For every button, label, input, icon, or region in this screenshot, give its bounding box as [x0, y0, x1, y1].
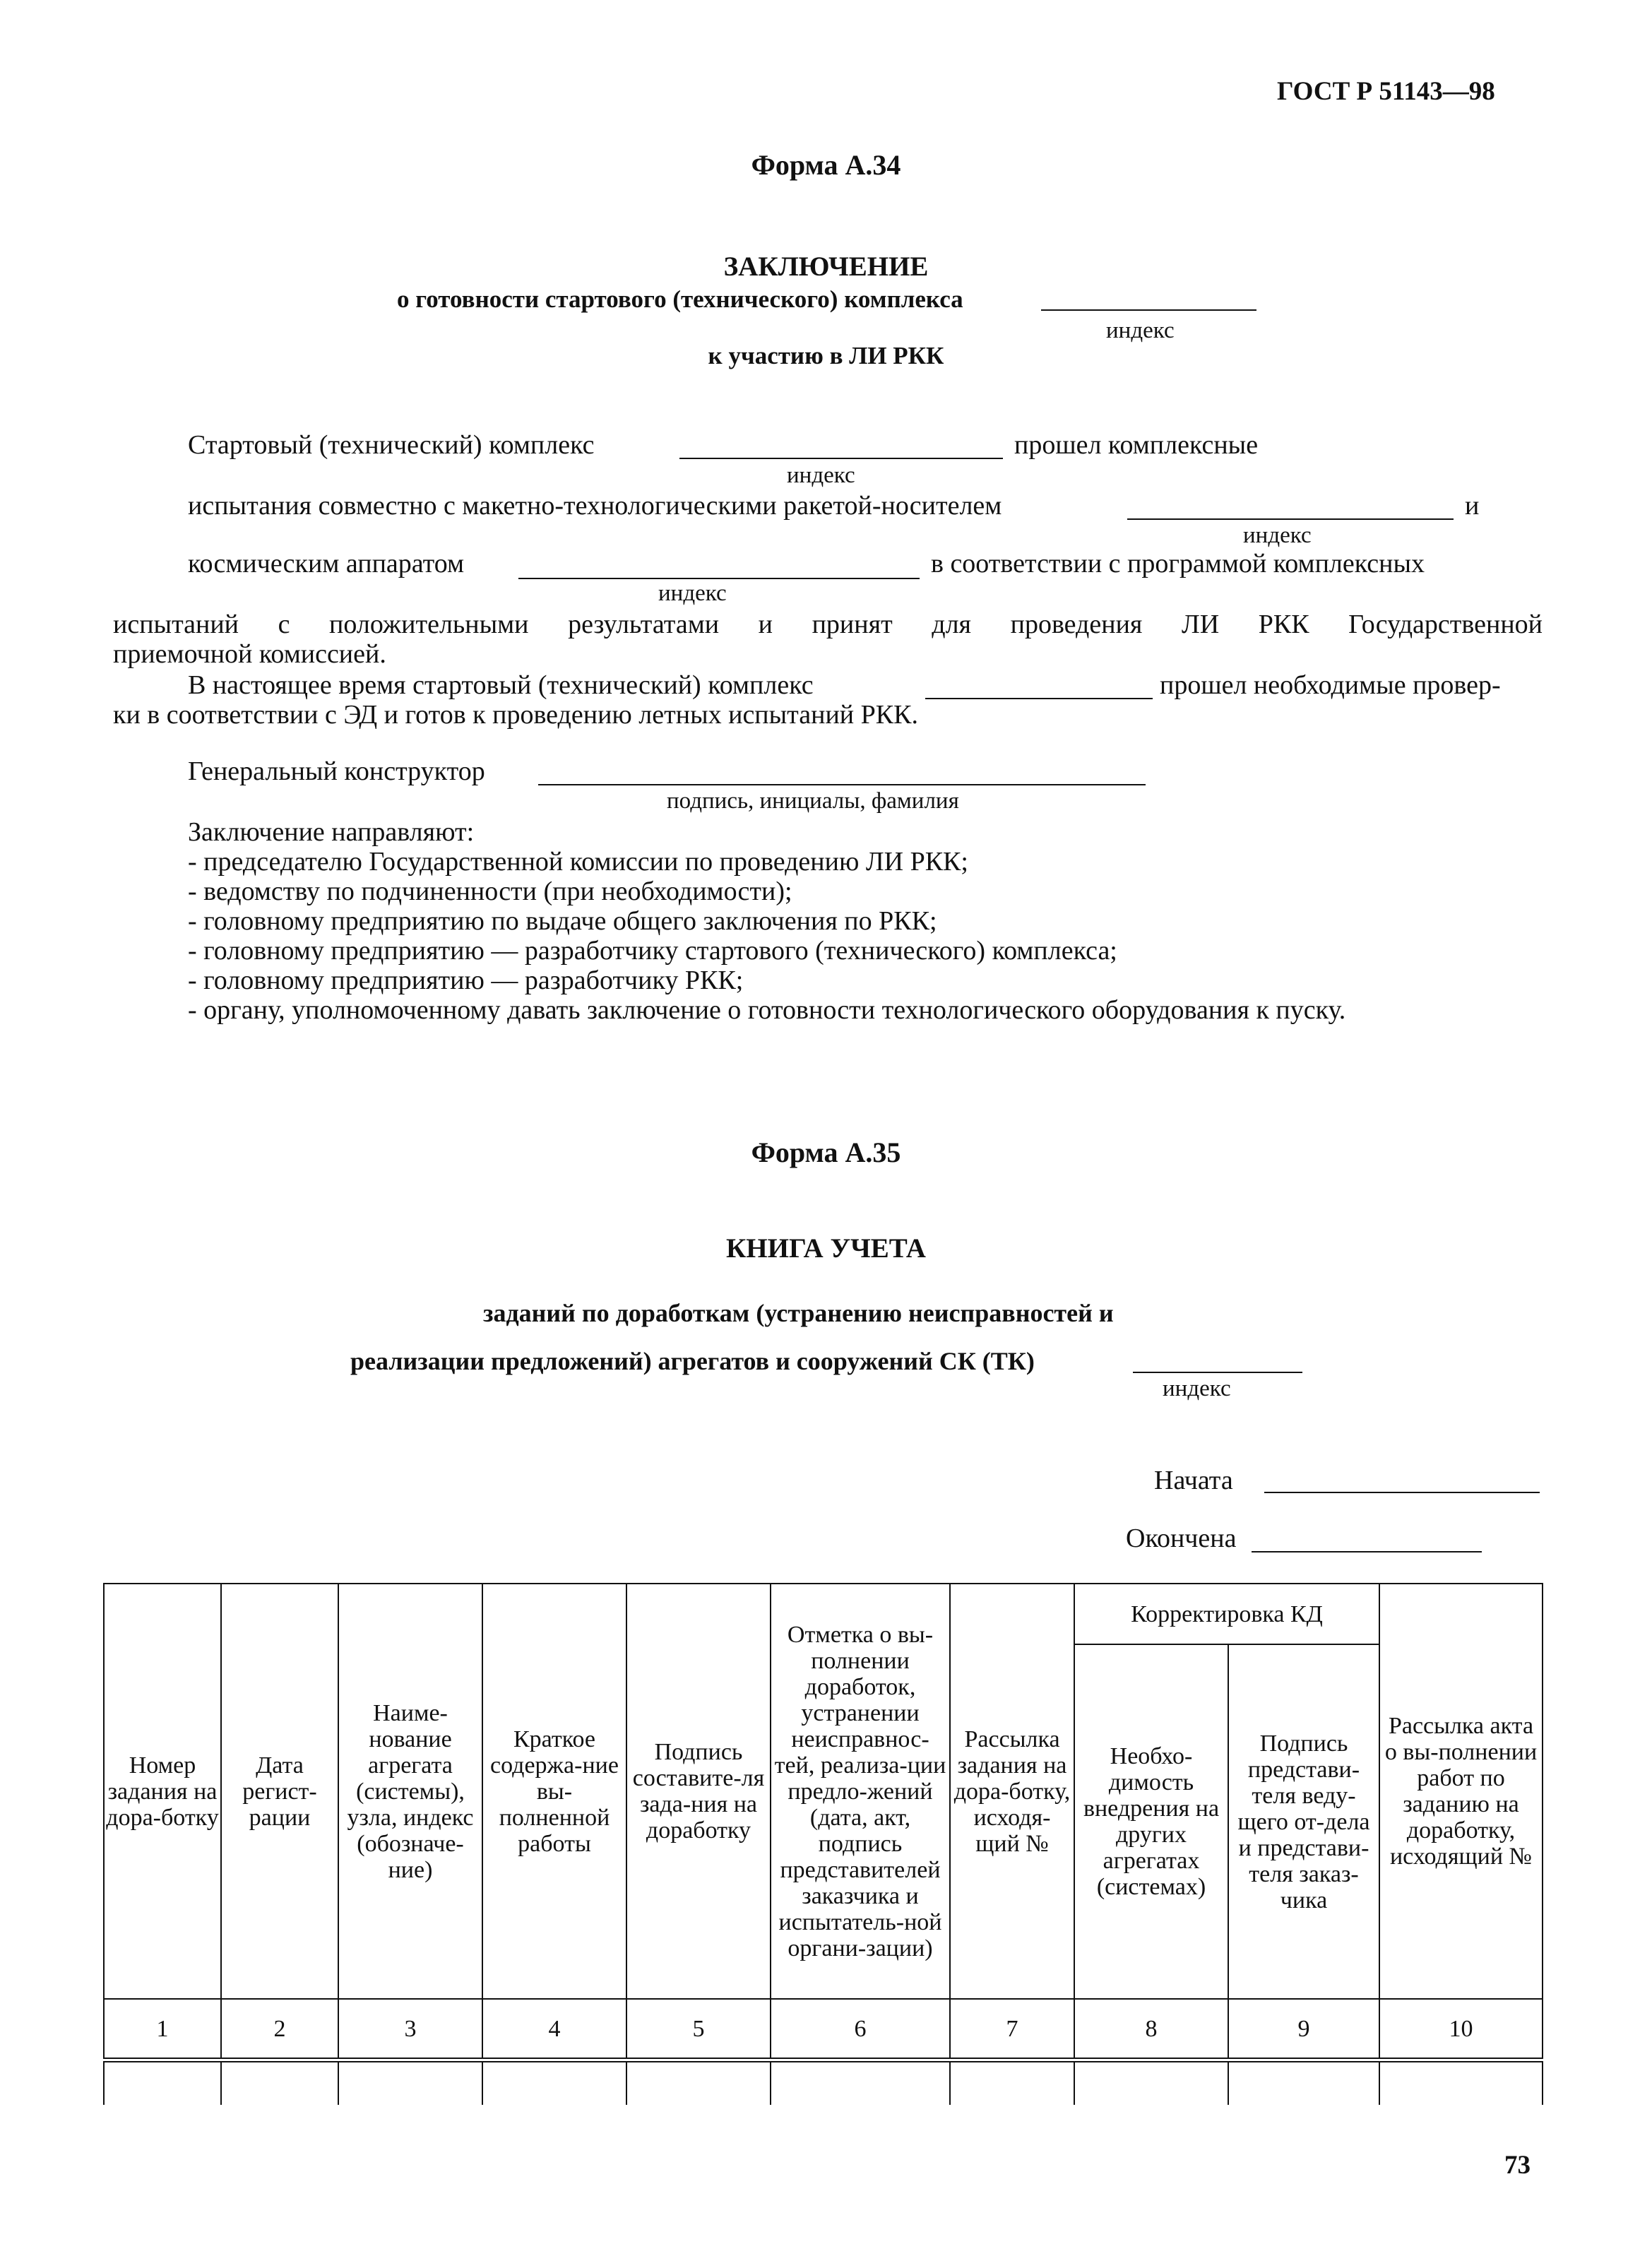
- p1-index-hint: индекс: [787, 463, 855, 488]
- complex-index-line: [1041, 309, 1256, 311]
- col-header-9: Подпись представи-теля веду-щего от-дела и представи-теля заказ-чика: [1228, 1644, 1379, 1999]
- p7-text: ки в соответствии с ЭД и готов к проведению летных испытаний РКК.: [113, 700, 918, 730]
- col-number: 6: [771, 1999, 950, 2060]
- p3-text-b: в соответствии с программой комплексных: [931, 549, 1425, 578]
- p2-index-hint: индекс: [1243, 523, 1312, 548]
- col-number: 1: [104, 1999, 221, 2060]
- p1-text-a: Стартовый (технический) комплекс: [188, 430, 595, 460]
- p3-text-a: космическим аппаратом: [188, 549, 465, 578]
- table-empty-cell: [771, 2060, 950, 2106]
- distribution-item: - головному предприятию — разработчику стартового (технического) комплекса;: [188, 936, 1117, 966]
- col-number: 9: [1228, 1999, 1379, 2060]
- p6-index-line: [925, 698, 1153, 699]
- document-id: ГОСТ Р 51143—98: [1277, 77, 1495, 106]
- distribution-item: - органу, уполномоченному давать заключение о готовности технологического оборудования к пуску.: [188, 995, 1346, 1025]
- p2-index-line: [1127, 518, 1454, 520]
- finished-label: Окончена: [1126, 1524, 1237, 1553]
- signature-hint: подпись, инициалы, фамилия: [667, 788, 959, 814]
- table-empty-cell: [338, 2060, 482, 2106]
- p1-index-line: [679, 458, 1003, 459]
- col-number: 7: [950, 1999, 1074, 2060]
- table-empty-cell: [221, 2060, 338, 2106]
- table-empty-cell: [1074, 2060, 1228, 2106]
- col-header-2: Дата регист-рации: [221, 1584, 338, 1999]
- p2-text-b: и: [1465, 491, 1480, 521]
- p1-text-b: прошел комплексные: [1014, 430, 1259, 460]
- complex-index-hint: индекс: [1106, 318, 1175, 343]
- distribution-item: - головному предприятию по выдаче общего заключения по РКК;: [188, 906, 937, 936]
- col-header-6: Отметка о вы-полнении доработок, устранении неисправнос-тей, реализа-ции предло-жений (дата, акт, подпись представителей заказчика и испытатель-ной органи-зации): [771, 1584, 950, 1999]
- p6-text-b: прошел необходимые провер-: [1160, 670, 1501, 700]
- distribution-item: - председателю Государственной комиссии по проведению ЛИ РКК;: [188, 847, 968, 877]
- col-header-7: Рассылка задания на дора-ботку, исходя-щий №: [950, 1584, 1074, 1999]
- started-line: [1264, 1492, 1540, 1493]
- form35-index-line: [1133, 1372, 1302, 1373]
- page-number: 73: [1504, 2151, 1531, 2180]
- col-header-1: Номер задания на дора-ботку: [104, 1584, 221, 1999]
- distribution-title: Заключение направляют:: [188, 817, 475, 847]
- form35-index-hint: индекс: [1163, 1376, 1231, 1401]
- form35-sub-2: реализации предложений) агрегатов и сооружений СК (ТК): [350, 1347, 1035, 1375]
- p3-index-hint: индекс: [658, 581, 727, 606]
- table-empty-cell: [104, 2060, 221, 2106]
- form34-title: Форма А.34: [751, 149, 901, 181]
- col-number: 8: [1074, 1999, 1228, 2060]
- col-number: 3: [338, 1999, 482, 2060]
- col-header-10: Рассылка акта о вы-полнении работ по заданию на доработку, исходящий №: [1379, 1584, 1543, 1999]
- table-empty-cell: [1228, 2060, 1379, 2106]
- p6-text-a: В настоящее время стартовый (технический) комплекс: [188, 670, 814, 700]
- form34-heading: ЗАКЛЮЧЕНИЕ: [723, 251, 929, 282]
- p5-text: приемочной комиссией.: [113, 639, 386, 669]
- table-empty-cell: [1379, 2060, 1543, 2106]
- p3-index-line: [518, 578, 920, 579]
- register-table: [103, 1583, 1543, 2105]
- p2-text-a: испытания совместно с макетно-технологическими ракетой-носителем: [188, 491, 1002, 521]
- col-header-8: Необхо-димость внедрения на других агрегатах (системах): [1074, 1644, 1228, 1999]
- col-header-5: Подпись составите-ля зада-ния на доработку: [626, 1584, 771, 1999]
- col-number: 5: [626, 1999, 771, 2060]
- form35-heading: КНИГА УЧЕТА: [726, 1233, 926, 1264]
- form34-subheading-1: о готовности стартового (технического) комплекса: [397, 285, 963, 313]
- col-number: 10: [1379, 1999, 1543, 2060]
- form35-sub-1: заданий по доработкам (устранению неисправностей и: [483, 1299, 1114, 1327]
- distribution-item: - головному предприятию — разработчику РКК;: [188, 966, 744, 995]
- table-empty-cell: [950, 2060, 1074, 2106]
- group-header-kd: Корректировка КД: [1074, 1584, 1379, 1644]
- form35-title: Форма А.35: [751, 1136, 901, 1168]
- col-header-3: Наиме-нование агрегата (системы), узла, индекс (обозначе-ние): [338, 1584, 482, 1999]
- form34-subheading-2: к участию в ЛИ РКК: [708, 342, 944, 369]
- finished-line: [1252, 1551, 1482, 1552]
- p4-text: испытаний с положительными результатами и принят для проведения ЛИ РКК Государственной: [113, 610, 1543, 639]
- distribution-item: - ведомству по подчиненности (при необходимости);: [188, 877, 792, 906]
- col-number: 4: [482, 1999, 626, 2060]
- signature-line: [538, 784, 1146, 785]
- table-empty-cell: [482, 2060, 626, 2106]
- started-label: Начата: [1154, 1466, 1233, 1495]
- col-number: 2: [221, 1999, 338, 2060]
- col-header-4: Краткое содержа-ние вы-полненной работы: [482, 1584, 626, 1999]
- signature-label: Генеральный конструктор: [188, 756, 485, 786]
- table-empty-cell: [626, 2060, 771, 2106]
